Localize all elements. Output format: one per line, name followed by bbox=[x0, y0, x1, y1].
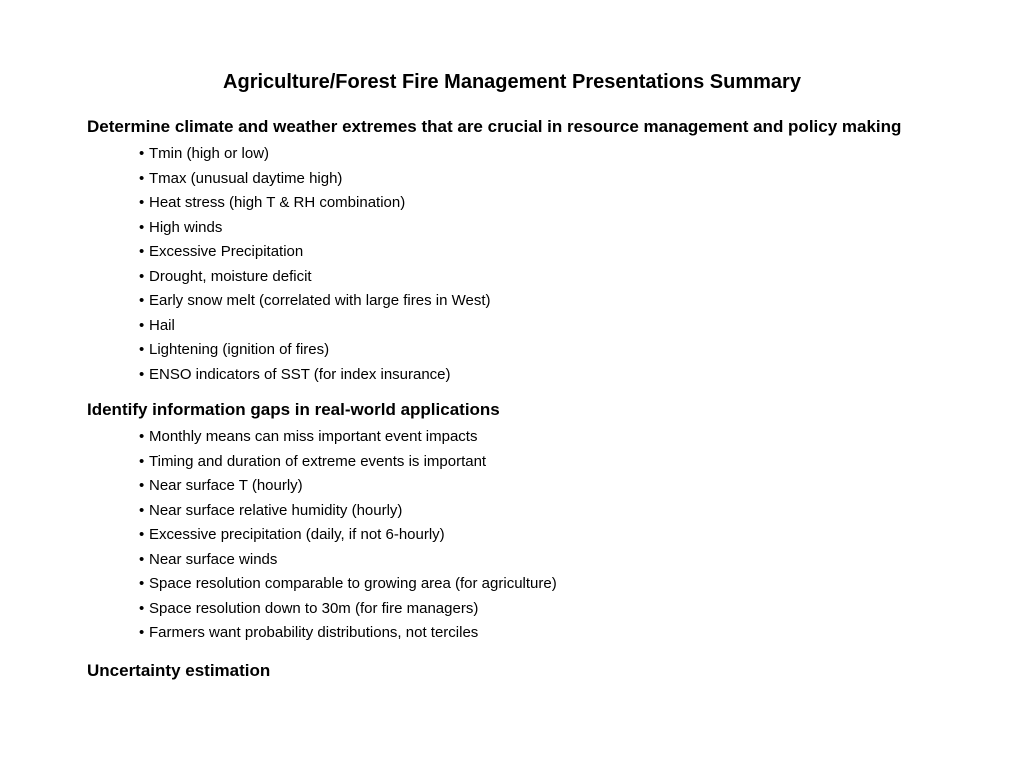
section-heading: Determine climate and weather extremes that are crucial in resource management and policy making bbox=[87, 117, 902, 136]
bullet-icon: • bbox=[139, 365, 145, 383]
list-item-text: Tmax (unusual daytime high) bbox=[149, 169, 343, 187]
list-item bbox=[139, 216, 947, 241]
bullet-list bbox=[87, 142, 947, 387]
list-item bbox=[139, 425, 947, 450]
section-heading: Identify information gaps in real-world applications bbox=[87, 400, 500, 419]
bullet-icon: • bbox=[139, 624, 145, 641]
bullet-icon: • bbox=[139, 575, 145, 592]
slide-title: Agriculture/Forest Fire Management Presentations Summary bbox=[223, 71, 801, 93]
bullet-icon: • bbox=[139, 145, 145, 162]
list-item-text: Heat stress (high T & RH combination) bbox=[149, 194, 406, 211]
list-item bbox=[139, 363, 947, 388]
list-item bbox=[139, 572, 947, 597]
list-item-text: Space resolution comparable to growing area (for agriculture) bbox=[149, 575, 557, 592]
bullet-icon: • bbox=[139, 428, 145, 445]
list-item-text: Monthly means can miss important event impacts bbox=[149, 428, 478, 445]
list-item-text: High winds bbox=[149, 218, 223, 236]
list-item bbox=[139, 314, 947, 339]
list-item-text: Excessive precipitation (daily, if not 6-hourly) bbox=[149, 526, 445, 543]
list-item-text: Hail bbox=[149, 316, 175, 334]
list-item-text: Excessive Precipitation bbox=[149, 243, 304, 260]
list-item-text: Near surface T (hourly) bbox=[149, 477, 303, 494]
list-item bbox=[139, 240, 947, 265]
section-information-gaps bbox=[87, 399, 947, 646]
list-item-text: Space resolution down to 30m (for fire managers) bbox=[149, 599, 479, 617]
bullet-icon: • bbox=[139, 452, 145, 470]
bullet-icon: • bbox=[139, 550, 145, 568]
bullet-icon: • bbox=[139, 292, 145, 309]
list-item bbox=[139, 265, 947, 290]
list-item bbox=[139, 191, 947, 216]
list-item-text: Near surface winds bbox=[149, 550, 278, 568]
list-item bbox=[139, 142, 947, 167]
list-item bbox=[139, 548, 947, 573]
list-item bbox=[139, 167, 947, 192]
list-item-text: Farmers want probability distributions, not terciles bbox=[149, 624, 479, 641]
bullet-icon: • bbox=[139, 477, 145, 494]
list-item bbox=[139, 597, 947, 622]
list-item bbox=[139, 474, 947, 499]
bullet-icon: • bbox=[139, 169, 145, 187]
list-item bbox=[139, 338, 947, 363]
list-item bbox=[139, 621, 947, 646]
list-item-text: Lightening (ignition of fires) bbox=[149, 341, 330, 358]
section-heading: Uncertainty estimation bbox=[87, 660, 271, 680]
bullet-icon: • bbox=[139, 316, 145, 334]
bullet-icon: • bbox=[139, 526, 145, 543]
slide-content bbox=[87, 116, 947, 682]
list-item bbox=[139, 523, 947, 548]
bullet-icon: • bbox=[139, 599, 145, 617]
section-uncertainty bbox=[87, 660, 947, 682]
bullet-icon: • bbox=[139, 341, 145, 358]
list-item-text: Tmin (high or low) bbox=[149, 145, 270, 162]
bullet-list bbox=[87, 425, 947, 646]
list-item-text: Early snow melt (correlated with large fires in West) bbox=[149, 292, 491, 309]
bullet-icon: • bbox=[139, 243, 145, 260]
list-item-text: Drought, moisture deficit bbox=[149, 267, 312, 285]
bullet-icon: • bbox=[139, 194, 145, 211]
list-item-text: Timing and duration of extreme events is important bbox=[149, 452, 487, 470]
list-item bbox=[139, 289, 947, 314]
list-item bbox=[139, 499, 947, 524]
bullet-icon: • bbox=[139, 501, 145, 519]
bullet-icon: • bbox=[139, 267, 145, 285]
bullet-icon: • bbox=[139, 218, 145, 236]
list-item-text: ENSO indicators of SST (for index insurance) bbox=[149, 365, 451, 383]
list-item-text: Near surface relative humidity (hourly) bbox=[149, 501, 403, 519]
section-climate-extremes bbox=[87, 116, 947, 387]
list-item bbox=[139, 450, 947, 475]
